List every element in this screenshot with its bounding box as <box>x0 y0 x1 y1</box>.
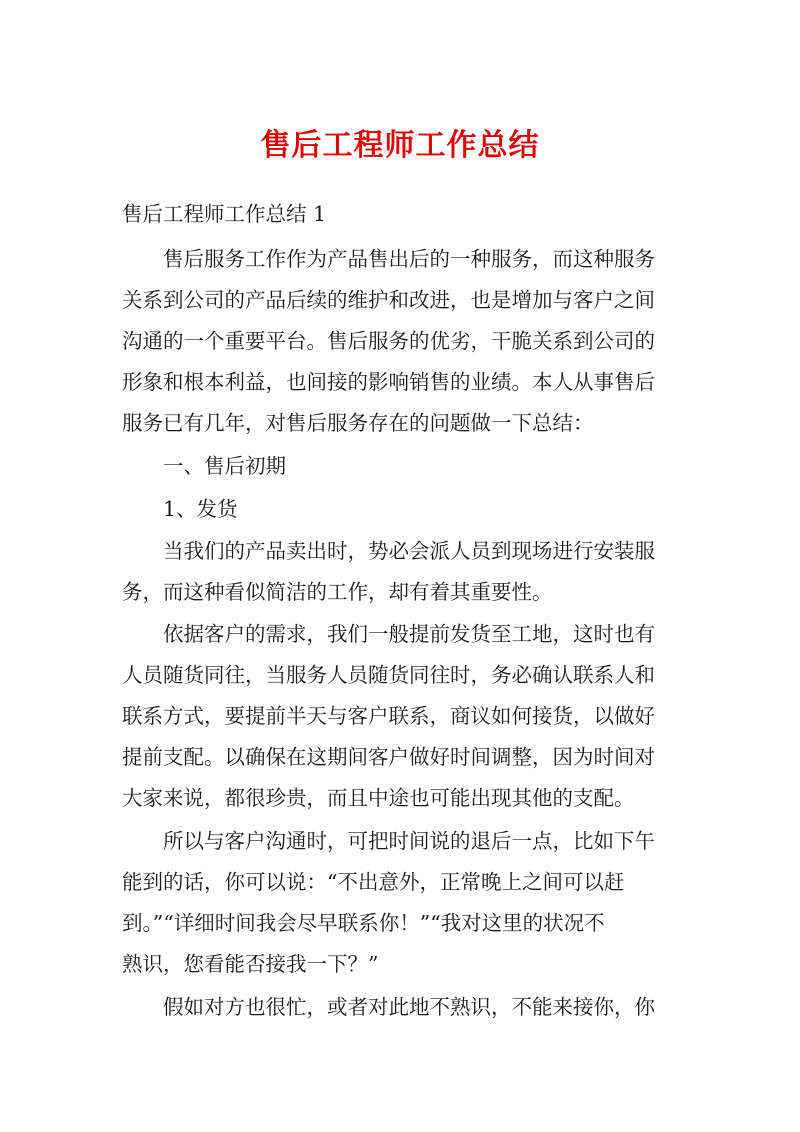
subsection-heading: 一、售后初期 <box>163 454 286 478</box>
paragraph-line: 大家来说，都很珍贵，而且中途也可能出现其他的支配。 <box>122 786 635 810</box>
paragraph-line: 联系方式，要提前半天与客户联系，商议如何接货，以做好 <box>122 704 655 728</box>
paragraph-line: 假如对方也很忙，或者对此地不熟识，不能来接你，你 <box>163 995 655 1019</box>
paragraph-line: 当我们的产品卖出时，势必会派人员到现场进行安装服 <box>163 539 655 563</box>
paragraph-line: 售后服务工作作为产品售出后的一种服务，而这种服务 <box>163 247 655 271</box>
paragraph-line: 形象和根本利益，也间接的影响销售的业绩。本人从事售后 <box>122 370 655 394</box>
paragraph-line: 提前支配。以确保在这期间客户做好时间调整，因为时间对 <box>122 745 655 769</box>
paragraph-line: 所以与客户沟通时，可把时间说的退后一点，比如下午 <box>163 829 655 853</box>
subsection-heading: 1、发货 <box>163 497 238 521</box>
paragraph-line: 服务已有几年，对售后服务存在的问题做一下总结： <box>122 411 594 435</box>
paragraph-line: 人员随货同往，当服务人员随货同往时，务必确认联系人和 <box>122 663 655 687</box>
paragraph-line: 熟识，您看能否接我一下？” <box>122 952 379 976</box>
paragraph-line: 务，而这种看似简洁的工作，却有着其重要性。 <box>122 580 553 604</box>
paragraph-line: 能到的话，你可以说：“不出意外，正常晚上之间可以赶 <box>122 870 625 894</box>
paragraph-line: 关系到公司的产品后续的维护和改进，也是增加与客户之间 <box>122 288 655 312</box>
paragraph-line: 到。”“详细时间我会尽早联系你！”“我对这里的状况不 <box>122 911 605 935</box>
paragraph-line: 依据客户的需求，我们一般提前发货至工地，这时也有 <box>163 622 655 646</box>
paragraph-line: 沟通的一个重要平台。售后服务的优劣，干脆关系到公司的 <box>122 329 655 353</box>
section-heading: 售后工程师工作总结 1 <box>122 202 327 226</box>
document-title: 售后工程师工作总结 <box>260 128 540 163</box>
